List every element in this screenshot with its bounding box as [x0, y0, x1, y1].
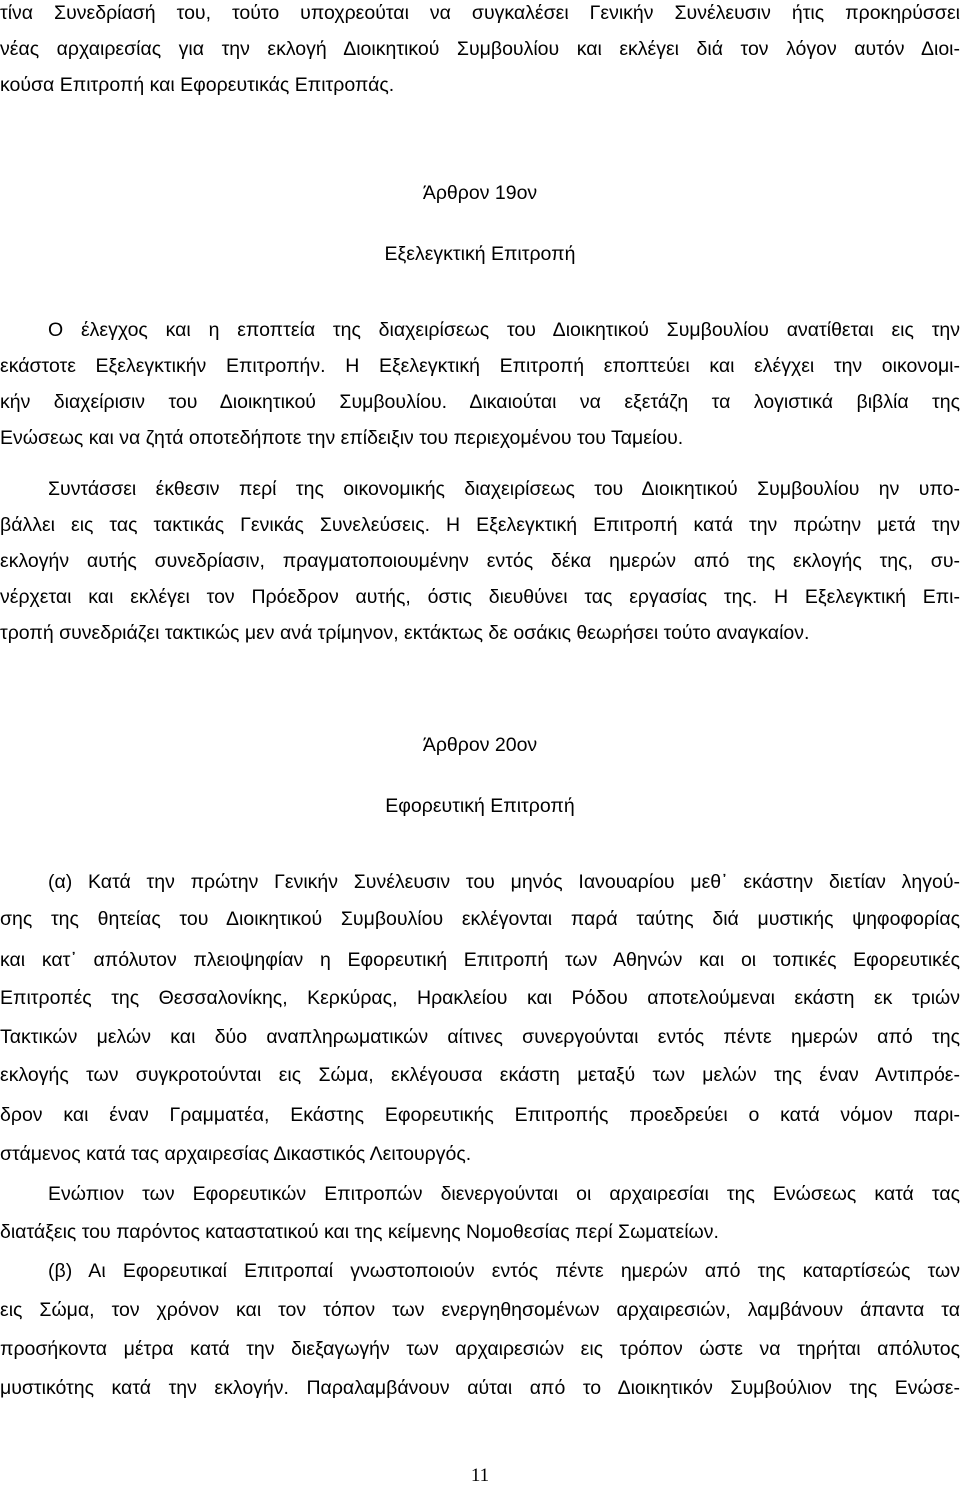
body-line: νέρχεται και εκλέγει τον Πρόεδρον αυτής, όστις διευθύνει τας εργασίας της. Η Εξελεγκτική Επι-	[0, 586, 960, 608]
body-line: εκλογής των συγκροτούνται εις Σώμα, εκλέγουσα εκάστη μεταξύ των μελών της έναν Αντιπρόε-	[0, 1064, 960, 1086]
body-line: (β) Αι Εφορευτικαί Επιτροπαί γνωστοποιούν εντός πέντε ημερών από της καταρτίσεώς των	[48, 1260, 960, 1282]
body-line: κούσα Επιτροπή και Εφορευτικάς Επιτροπάς.	[0, 74, 395, 96]
body-line: εκάστοτε Εξελεγκτικήν Επιτροπήν. Η Εξελεγκτική Επιτροπή εποπτεύει και ελέγχει την οικονομι-	[0, 355, 960, 377]
article-19-heading: Άρθρον 19ον	[422, 182, 538, 204]
body-line: δρον και έναν Γραμματέα, Εκάστης Εφορευτικής Επιτροπής προεδρεύει ο κατά νόμον παρι-	[0, 1104, 960, 1126]
body-line: Τακτικών μελών και δύο αναπληρωματικών αίτινες συνεργούνται εντός πέντε ημερών από της	[0, 1026, 960, 1048]
body-line: μυστικότης κατά την εκλογήν. Παραλαμβάνουν αύται από το Διοικητικόν Συμβούλιον της Ενώσε-	[0, 1377, 960, 1399]
body-line: Συντάσσει έκθεσιν περί της οικονομικής διαχειρίσεως του Διοικητικού Συμβουλίου ην υπο-	[48, 478, 960, 500]
article-20-heading: Άρθρον 20ον	[422, 734, 538, 756]
body-line: προσήκοντα μέτρα κατά την διεξαγωγήν των αρχαιρεσιών εις τρόπον ώστε να τηρήται απόλυτος	[0, 1338, 960, 1360]
article-19-title: Εξελεγκτική Επιτροπή	[384, 243, 576, 265]
body-line: τίνα Συνεδρίασή του, τούτο υποχρεούται να συγκαλέσει Γενικήν Συνέλευσιν ήτις προκηρύσσει	[0, 2, 960, 24]
body-line: Ενώπιον των Εφορευτικών Επιτροπών διενεργούνται οι αρχαιρεσίαι της Ενώσεως κατά τας	[48, 1183, 960, 1205]
body-line: βάλλει εις τας τακτικάς Γενικάς Συνελεύσεις. Η Εξελεγκτική Επιτροπή κατά την πρώτην μετά την	[0, 514, 960, 536]
article-20-title: Εφορευτική Επιτροπή	[385, 795, 575, 817]
body-line: Ο έλεγχος και η εποπτεία της διαχειρίσεως του Διοικητικού Συμβουλίου ανατίθεται εις την	[48, 319, 960, 341]
body-line: (α) Κατά την πρώτην Γενικήν Συνέλευσιν του μηνός Ιανουαρίου μεθ᾽ εκάστην διετίαν ληγού-	[48, 871, 960, 893]
page-number: 11	[470, 1465, 490, 1486]
body-line: διατάξεις του παρόντος καταστατικού και της κείμενης Νομοθεσίας περί Σωματείων.	[0, 1221, 719, 1243]
body-line: στάμενος κατά τας αρχαιρεσίας Δικαστικός Λειτουργός.	[0, 1143, 472, 1165]
body-line: κήν διαχείρισιν του Διοικητικού Συμβουλίου. Δικαιούται να εξετάζη τα λογιστικά βιβλία της	[0, 391, 960, 413]
body-line: εκλογήν αυτής συνεδρίασιν, πραγματοποιουμένην εντός δέκα ημερών από της εκλογής της, συ-	[0, 550, 960, 572]
body-line: εις Σώμα, τον χρόνον και τον τόπον των ενεργηθησομένων αρχαιρεσιών, λαμβάνουν άπαντα τα	[0, 1299, 960, 1321]
body-line: Ενώσεως και να ζητά οποτεδήποτε την επίδειξιν του περιεχομένου του Ταμείου.	[0, 427, 684, 449]
body-line: τροπή συνεδριάζει τακτικώς μεν ανά τρίμηνον, εκτάκτως δε οσάκις θεωρήσει τούτο αναγκαίον.	[0, 622, 810, 644]
body-line: σης της θητείας του Διοικητικού Συμβουλίου εκλέγονται παρά ταύτης διά μυστικής ψηφοφορίας	[0, 908, 960, 930]
body-line: και κατ᾽ απόλυτον πλειοψηφίαν η Εφορευτική Επιτροπή των Αθηνών και οι τοπικές Εφορευτικές	[0, 949, 960, 971]
body-line: νέας αρχαιρεσίας για την εκλογή Διοικητικού Συμβουλίου και εκλέγει διά τον λόγον αυτόν Διοι-	[0, 38, 960, 60]
body-line: Επιτροπές της Θεσσαλονίκης, Κερκύρας, Ηρακλείου και Ρόδου αποτελούμεναι εκάστη εκ τριών	[0, 987, 960, 1009]
